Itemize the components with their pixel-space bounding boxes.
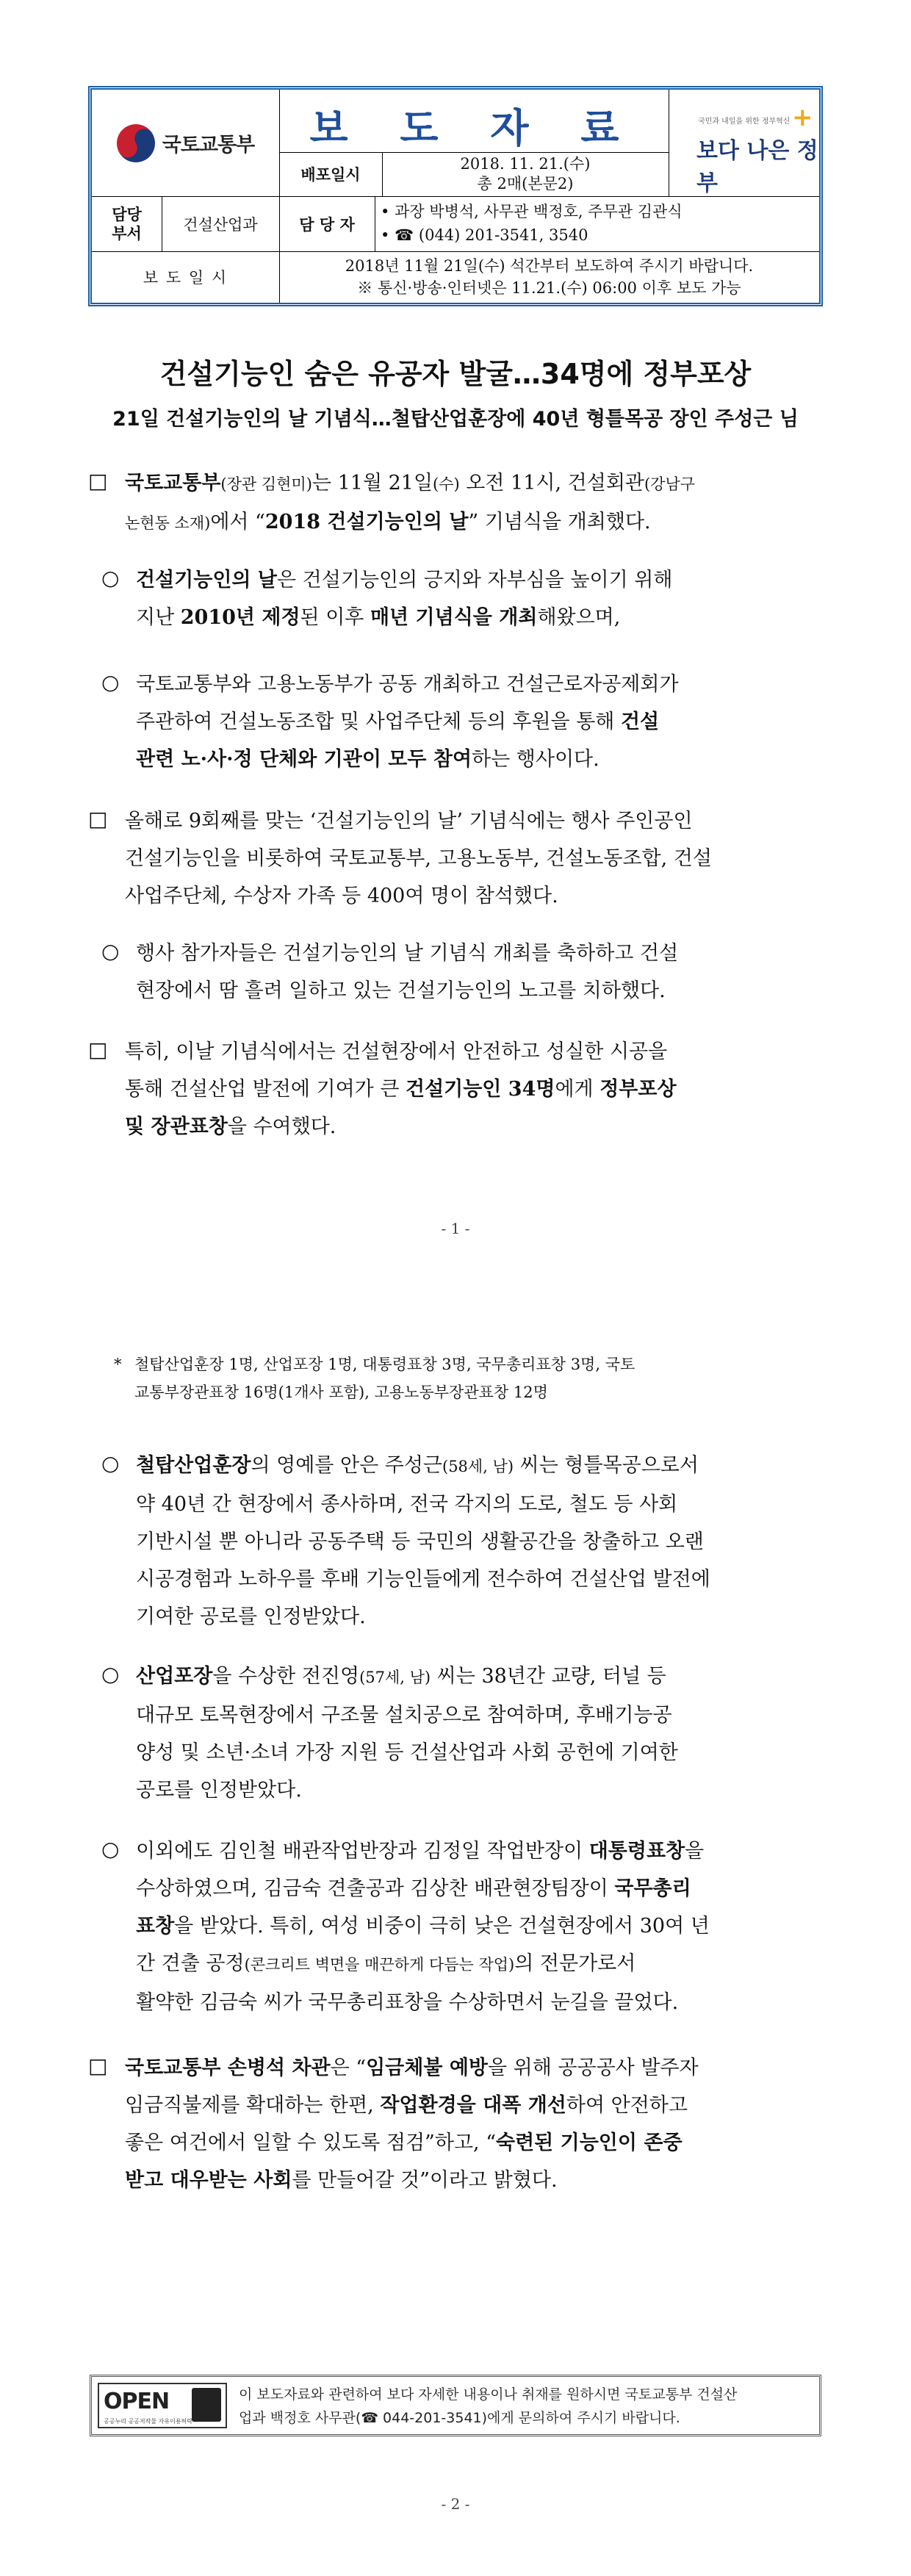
- report-note: ※ 통신·방송·인터넷은 11.21.(수) 06:00 이후 보도 가능: [357, 279, 741, 297]
- page-number-1: - 1 -: [441, 1220, 470, 1237]
- dist-date: 2018. 11. 21.(수): [460, 155, 591, 173]
- brand-logo: [669, 90, 819, 196]
- open-logo-caption: 공공누리 공공저작물 자유이용허락: [104, 2418, 193, 2425]
- paragraph-6: 특히, 이날 기념식에서는 건설현장에서 안전하고 성실한 시공을 통해 건설산업 발전에 기여가 큰 건설기능인 34명에게 정부포상 및 장관표창을 수여했다.: [125, 1040, 677, 1138]
- paragraph-2: 건설기능인의 날은 건설기능인의 긍지와 자부심을 높이기 위해 지난 2010년 제정된 이후 매년 기념식을 개최해왔으며,: [136, 569, 673, 629]
- footer-contact-text: 이 보도자료와 관련하여 보다 자세한 내용이나 취재를 원하시면 국토교통부 건설산 업과 백정호 사무관(☎ 044-201-3541)에게 문의하여 주시기 바랍니다.: [239, 2386, 738, 2426]
- contact-phone: • ☎ (044) 201-3541, 3540: [381, 226, 588, 244]
- press-release-header: [88, 86, 823, 306]
- ministry-logo: [92, 90, 279, 196]
- contact-footer: [90, 2375, 821, 2436]
- open-logo-text: OPEN: [104, 2389, 170, 2414]
- contact-people: • 과장 박병석, 사무관 백정호, 주무관 김관식: [381, 203, 683, 220]
- dept-name: 건설산업과: [183, 215, 258, 234]
- taegeuk-emblem-icon: [109, 117, 162, 169]
- plus-icon: +: [792, 103, 813, 132]
- circle-bullet-icon: ○: [101, 670, 120, 694]
- circle-bullet-icon: ○: [101, 1451, 120, 1475]
- paragraph-10: 국토교통부 손병석 차관은 “임금체불 예방을 위해 공공공사 발주자 임금직불제를 확대하는 한편, 작업환경을 대폭 개선하여 안전하고 좋은 여건에서 일할 수 있도록 점검”하고, “숙련된 기능인이 존중 받고 대우받는 사회를 만들어갈 것”이라고 밝혔다.: [125, 2057, 699, 2192]
- paragraph-7: 철탑산업훈장의 영예를 안은 주성근(58세, 남) 씨는 형틀목공으로서 약 40년 간 현장에서 종사하며, 전국 각지의 도로, 철도 등 사회 기반시설 뿐 아니라 공동주택 등 국민의 생활공간을 창출하고 오랜 시공경험과 노하우를 후배 기능인들에게 전수하여 건설산업 발전에 기여한 공로를 인정받았다.: [136, 1454, 710, 1628]
- award-note: 철탑산업훈장 1명, 산업포장 1명, 대통령표창 3명, 국무총리표창 3명, 국토 교통부장관표창 16명(1개사 포함), 고용노동부장관표창 12명: [134, 1356, 635, 1401]
- report-label: 보 도 일 시: [143, 269, 228, 287]
- dist-label: 배포일시: [300, 165, 361, 184]
- page-subtitle: 21일 건설기능인의 날 기념식…철탑산업훈장에 40년 형틀목공 장인 주성근 님: [112, 408, 799, 431]
- square-bullet-icon: □: [88, 2054, 108, 2078]
- square-bullet-icon: □: [88, 469, 108, 493]
- open-license-icon: [192, 2388, 221, 2422]
- page-count: 총 2매(본문2): [477, 175, 574, 193]
- dept-label: 담당 부서: [112, 204, 142, 242]
- paragraph-1: 국토교통부(장관 김현미)는 11월 21일(수) 오전 11시, 건설회관(강남구 논현동 소재)에서 “2018 건설기능인의 날” 기념식을 개최했다.: [125, 472, 696, 533]
- asterisk-icon: *: [114, 1356, 122, 1373]
- paragraph-5: 행사 참가자들은 건설기능인의 날 기념식 개최를 축하하고 건설 현장에서 땀 흘려 일하고 있는 건설기능인의 노고를 치하했다.: [136, 942, 679, 1002]
- paragraph-9: 이외에도 김인철 배관작업반장과 김정일 작업반장이 대통령표창을 수상하였으며, 김금숙 견출공과 김상찬 배관현장팀장이 국무총리 표창을 받았다. 특히, 여성 비중이 극히 낮은 건설현장에서 30여 년 간 견출 공정(콘크리트 벽면을 매끈하게 다듬는 작업)의 전문가로서 활약한 김금숙 씨가 국무총리표창을 수상하면서 눈길을 끌었다.: [136, 1840, 710, 2014]
- circle-bullet-icon: ○: [101, 1662, 120, 1686]
- paragraph-3: 국토교통부와 고용노동부가 공동 개최하고 건설근로자공제회가 주관하여 건설노동조합 및 사업주단체 등의 후원을 통해 건설 관련 노·사·정 단체와 기관이 모두 참여하는 행사이다.: [136, 673, 679, 771]
- brand-name: 보다 나은 정부: [696, 138, 818, 196]
- page-title: 건설기능인 숨은 유공자 발굴…34명에 정부포상: [159, 358, 752, 390]
- paragraph-4: 올해로 9회째를 맞는 ‘건설기능인의 날’ 기념식에는 행사 주인공인 건설기능인을 비롯하여 국토교통부, 고용노동부, 건설노동조합, 건설 사업주단체, 수상자 가족 등 400여 명이 참석했다.: [125, 810, 712, 907]
- contact-label: 담 당 자: [299, 215, 355, 234]
- circle-bullet-icon: ○: [101, 566, 120, 590]
- report-time: 2018년 11월 21일(수) 석간부터 보도하여 주시기 바랍니다.: [345, 257, 754, 275]
- doc-type-title: 보 도 자 료: [309, 105, 638, 151]
- kogl-open-logo: [98, 2383, 227, 2428]
- circle-bullet-icon: ○: [101, 1837, 120, 1861]
- page-number-2: - 2 -: [441, 2495, 470, 2513]
- square-bullet-icon: □: [88, 807, 108, 831]
- ministry-name: 국토교통부: [162, 134, 255, 156]
- brand-tagline: 국민과 내일을 위한 정부혁신: [698, 118, 791, 126]
- circle-bullet-icon: ○: [101, 939, 120, 963]
- square-bullet-icon: □: [88, 1037, 108, 1062]
- paragraph-8: 산업포장을 수상한 전진영(57세, 남) 씨는 38년간 교량, 터널 등 대규모 토목현장에서 구조물 설치공으로 참여하며, 후배기능공 양성 및 소년·소녀 가장 지원 등 건설산업과 사회 공헌에 기여한 공로를 인정받았다.: [136, 1665, 678, 1802]
